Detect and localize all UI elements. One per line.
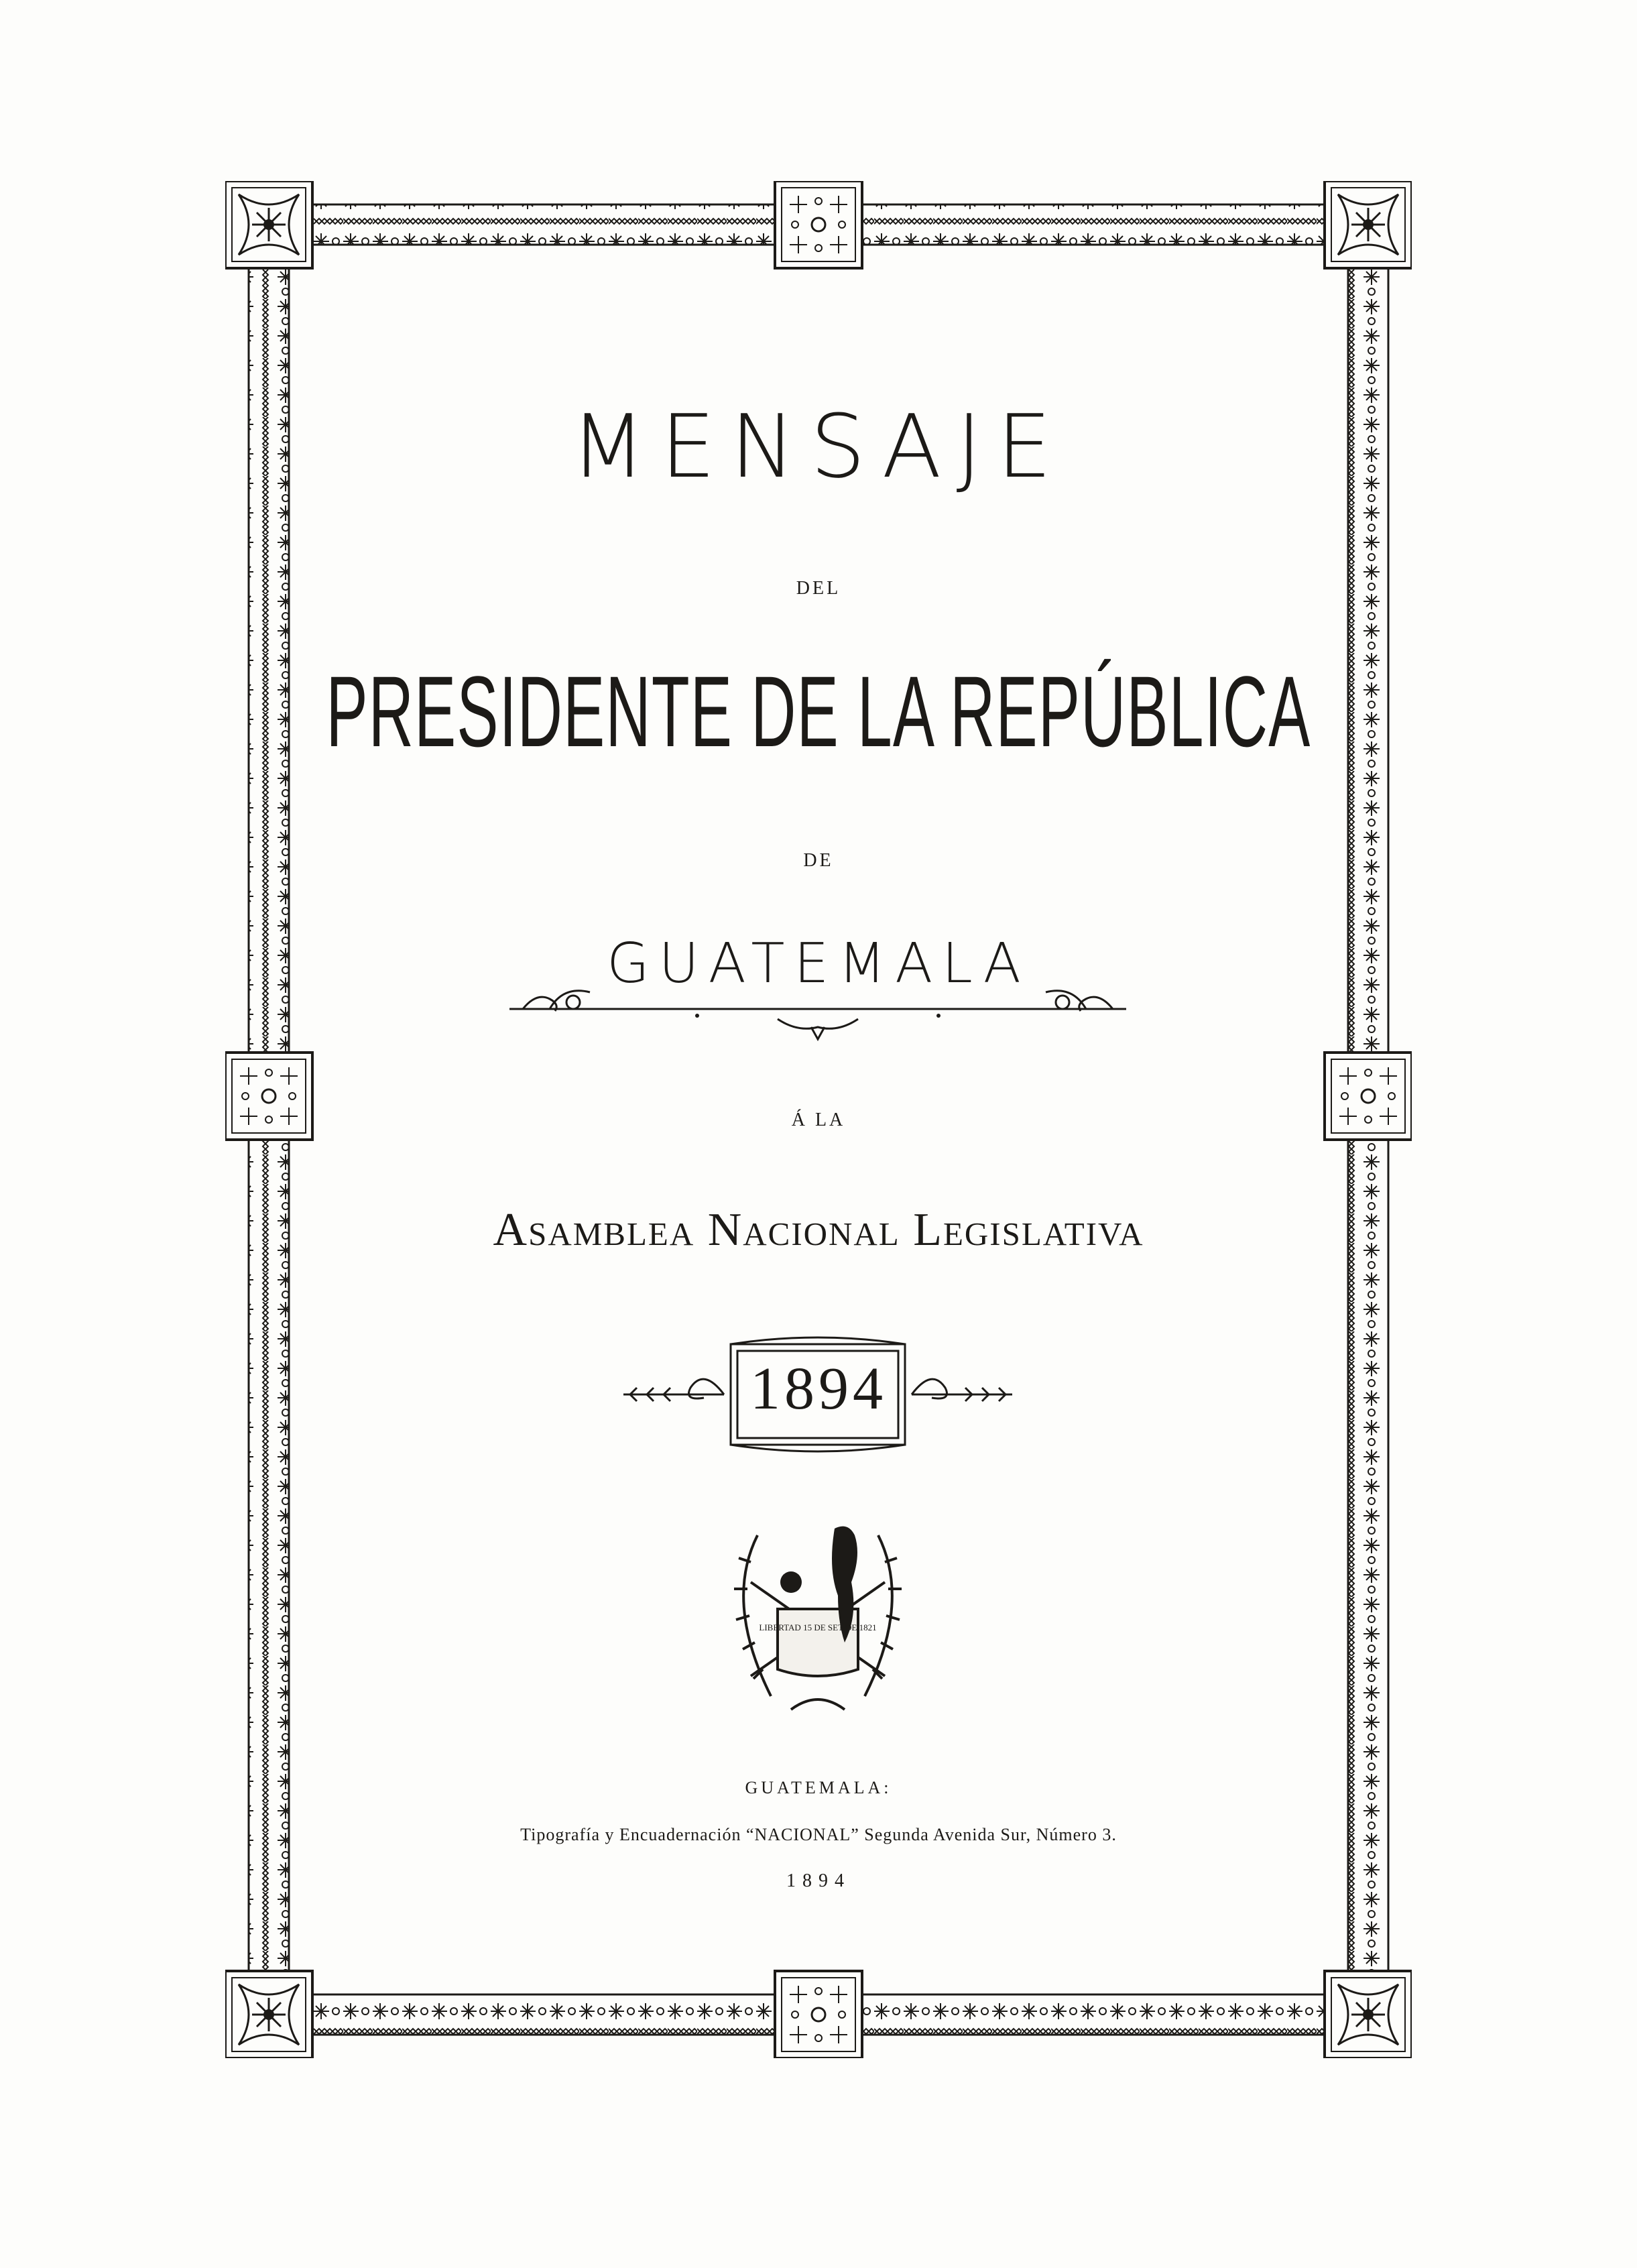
title-guatemala: GUATEMALA [607,932,1030,996]
title-mensaje: MENSAJE [570,396,1067,497]
title-asamblea: Asamblea Nacional Legislativa [493,1204,1144,1256]
imprint-city: GUATEMALA: [745,1778,892,1797]
title-a-la: Á LA [791,1110,846,1130]
imprint-printer: Tipografía y Encuadernación “NACIONAL” Segunda Avenida Sur, Número 3. [520,1825,1117,1844]
imprint-year: 1894 [786,1870,851,1891]
title-de: DE [803,850,834,871]
coat-of-arms-emblem [711,1508,925,1723]
title-year: 1894 [750,1356,887,1422]
title-del: DEL [796,578,841,599]
title-presidente: PRESIDENTE DE LA REPÚBLICA [326,655,1311,768]
emblem-scroll-text: LIBERTAD 15 DE SET DE 1821 [759,1622,877,1632]
